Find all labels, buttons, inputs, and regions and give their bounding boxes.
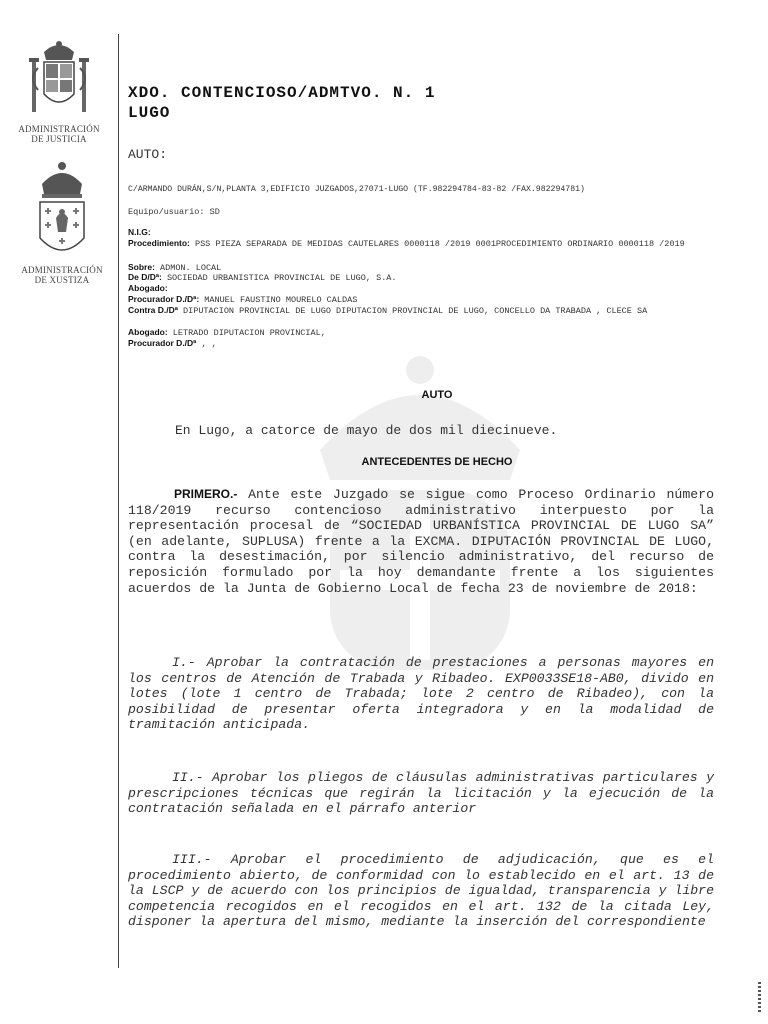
acuerdo-item-2-text: II.- Aprobar los pliegos de cláusulas administrativas particulares y prescripciones técnicas que regirán la licitación y la ejecución de la contratación señalada en el párrafo anterior bbox=[128, 770, 714, 817]
acuerdo-item-1-text: I.- Aprobar la contratación de prestaciones a personas mayores en los centros de Atención de Trabada y Ribadeo. EXP0033SE18-AB0, divido en lotes (lote 1 centro de Trabada; lote 2 centro de Ribadeo), con la posibilidad de presentar oferta integradora y en la modalidad de tramitación anticipada. bbox=[128, 655, 714, 733]
contra-row bbox=[128, 305, 718, 317]
antecedentes-heading: ANTECEDENTES DE HECHO bbox=[361, 456, 513, 468]
abogado2-label: Abogado: bbox=[128, 327, 168, 337]
acuerdo-item-3-text: III.- Aprobar el procedimiento de adjudicación, que es el procedimiento abierto, de conformidad con lo establecido en el art. 13 de la LSCP y de acuerdo con los principios de igualdad, transparencia y libre competencia recogidos en el recogidos en el art. 132 de la citada Ley, disponer la apertura del mismo, mediante la inserción del correspondiente bbox=[128, 852, 714, 930]
acuerdo-item-1 bbox=[128, 655, 714, 733]
coat-of-arms-galicia-icon bbox=[34, 158, 90, 262]
margin-rule bbox=[118, 34, 119, 968]
nig-label: N.I.G: bbox=[128, 227, 151, 237]
court-address: C/ARMANDO DURÁN,S/N,PLANTA 3,EDIFICIO JUZGADOS,27071-LUGO (TF.982294784-83-82 /FAX.982294781) bbox=[128, 185, 585, 194]
date-line: En Lugo, a catorce de mayo de dos mil diecinueve. bbox=[175, 423, 558, 438]
contra-label: Contra D./Dª bbox=[128, 305, 178, 315]
seal-justicia-label: ADMINISTRACIÓN DE JUSTICIA bbox=[18, 124, 100, 144]
procurador1-value: MANUEL FAUSTINO MOURELO CALDAS bbox=[204, 295, 358, 305]
coat-of-arms-spain-icon bbox=[24, 38, 94, 120]
auto-heading: AUTO bbox=[421, 389, 453, 401]
equipo-usuario: Equipo/usuario: SD bbox=[128, 207, 220, 217]
procurador2-label: Procurador D./Dª bbox=[128, 338, 197, 348]
abogado2-value: LETRADO DIPUTACION PROVINCIAL, bbox=[172, 328, 326, 338]
de-value: SOCIEDAD URBANISTICA PROVINCIAL DE LUGO, S.A. bbox=[166, 273, 397, 283]
court-city: LUGO bbox=[128, 104, 171, 122]
procedimiento-value: PSS PIEZA SEPARADA DE MEDIDAS CAUTELARES 0000118 /2019 0001PROCEDIMIENTO ORDINARIO 0000118 /2019 bbox=[194, 239, 685, 249]
court-name: XDO. CONTENCIOSO/ADMTVO. N. 1 bbox=[128, 84, 436, 102]
procedimiento-label: Procedimiento: bbox=[128, 238, 190, 248]
primero-text: Ante este Juzgado se sigue como Proceso Ordinario número 118/2019 recurso contencioso administrativo interpuesto por la representación procesal de “SOCIEDAD URBANÍSTICA PROVINCIAL DE LUGO SA” (en adelante, SUPLUSA) frente a la EXCMA. DIPUTACIÓN PROVINCIAL DE LUGO, contra la desestimación, por silencio administrativo, del recurso de reposición formulado por la hoy demandante frente a los siguientes acuerdos de la Junta de Gobierno Local de fecha 23 de noviembre de 2018: bbox=[128, 487, 714, 596]
primero-paragraph bbox=[128, 487, 714, 596]
procurador1-label: Procurador D./Dª: bbox=[128, 294, 200, 304]
procurador2-value: , , bbox=[201, 339, 217, 349]
abogado1-label: Abogado: bbox=[128, 283, 168, 293]
sobre-label: Sobre: bbox=[128, 262, 155, 272]
acuerdo-item-3 bbox=[128, 852, 714, 930]
contra-value: DIPUTACION PROVINCIAL DE LUGO DIPUTACION PROVINCIAL DE LUGO, CONCELLO DA TRABADA , CLECE SA bbox=[183, 306, 648, 316]
primero-label: PRIMERO.- bbox=[174, 487, 238, 501]
procurador2-row bbox=[128, 338, 718, 350]
sobre-value: ADMON. LOCAL bbox=[160, 263, 222, 273]
procedimiento-row bbox=[128, 238, 718, 250]
seal-xustiza-label: ADMINISTRACIÓN DE XUSTIZA bbox=[21, 265, 103, 285]
de-label: De D/Dª: bbox=[128, 272, 162, 282]
document-type: AUTO: bbox=[128, 147, 168, 162]
scan-edge-marks bbox=[758, 982, 761, 1012]
acuerdo-item-2 bbox=[128, 770, 714, 817]
